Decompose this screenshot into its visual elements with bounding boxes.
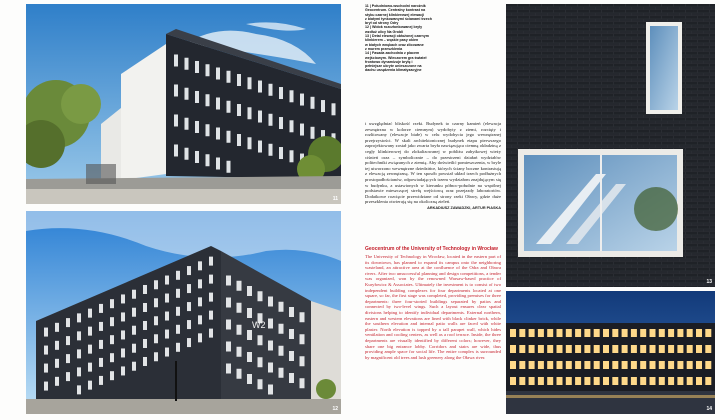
- caption-line: 13 | Detal elewacji obłożonej czarnym: [365, 34, 429, 39]
- caption-line: pełniejsze ukryte unieszczone na: [365, 64, 422, 69]
- english-summary-body: [365, 254, 501, 360]
- page-number: 11: [332, 196, 338, 202]
- building-sign: W2: [252, 320, 266, 330]
- caption-line: 12 | Widok rozczłonkowanej bryły: [365, 25, 423, 30]
- paragraph-english: The University of Technology in Wrocław, located in the eastern part of its downtown, has planned to expand its campus onto the neighboring wasteland, an attractive area at the confluence of the Odra and Oława rivers. After two unsuccessful planning and design competitions, a tender was organized, won by the renowned Warsaw-based practice of Kuryłowicz & Associates. Ultimately the investment is to consist of two independent building complexes for four departments located at one square, so far, the first stage was completed, providing premises for three departments: three four-storied buildings separated by patios and connected by two-level wings. Such a layout ensures clear spatial divisions helping to identify individual departments. External northern, eastern and western elevations are lined with black clinker brick, while the southern elevation and internal patio walls are faced with white plaster. North elevation is topped by a tall parapet wall, which hides ventilation and cooling centers, as well as a roof terrace. Inside, the three departments are visually identified by different colors; however, they share one big entrance lobby. Corridors and stairs are wide, thus providing ample space for social life. The entire complex is surrounded by magnificent old trees and lush greenery along the Oława river.: [365, 254, 501, 360]
- photo-facade-detail: [506, 4, 715, 287]
- caption-line: wzdłuż ulicy Na Grobli: [365, 29, 404, 34]
- caption-line: dachu urządzenia klimatyzacyjne: [365, 68, 422, 73]
- caption-line: z murem przeszklenia: [365, 46, 403, 51]
- caption-line: 14 | Fasada zachodnia z placem: [365, 51, 420, 56]
- article-authors: ARKADIUSZ ZAWADZKI, ARTUR PIASKA: [427, 205, 501, 210]
- caption-line: klinkierem – wąskie pasy okien: [365, 38, 419, 43]
- caption-line: frontowo dynamizuje bryłę i: [365, 59, 413, 64]
- paragraph-polish: i uwzględniać bliskość rzeki. Budynek to czarny kamień (elewacja zewnętrzna w kolorze ciemnym) wydobyty z ziemi, rozcięty i rozlitowany (elewacje białe) w celu wydobycia jego wewnętrznej przejrzystości. W skali architektonicznej budynek etapu pierwszego zaprojektowany został jako zwarta bryła nawiązująca ciemną okładziną z cegły klinkierowej do zlokalizowanej w pobliżu zabytkowej wieży ciśnień oraz – symbolicznie – do przestrzeni działań wydziałów politechniki związanych z ziemią. Aby doświetlić pomieszczenia, w bryle tej utworzono wewnętrzne dziedzińce, których ściany boczne kontrastują z elewacją zewnętrzną. W ten sposób powstał układ trzech podłużnych prostopadłościanów, odpowiadających trzem wydziałom znajdującym się w budynku, a ustawionych w kierunku północ-południe na wspólnej podstawie mieszczącej strefę wejściową oraz przejazdy laboratoriów. Dodatkowe rozcięcie przewidziane od strony rzeki Oławy, gdzie duże przeszklenia otwierają się na okoliczną zieleń.: [365, 121, 501, 205]
- page-number: 12: [332, 406, 338, 412]
- page-number: 13: [706, 279, 712, 285]
- photo-building-na-grobli: [26, 211, 341, 414]
- caption-line: brył od strony Odry: [365, 21, 399, 26]
- article-body-polish: [365, 121, 501, 210]
- caption-line: w białych wnękach oraz zlicowane: [365, 42, 424, 47]
- photo-west-facade-night: [506, 291, 715, 414]
- caption-line: 11 | Południowo-wschodni narożnik: [365, 4, 426, 8]
- english-summary-title: Geocentrum of the University of Technology in Wrocław: [365, 246, 498, 252]
- caption-line: Geocentrum. Centralny kontrast na: [365, 8, 426, 13]
- caption-line: z białymi tynkowanymi ścianami trzech: [365, 16, 432, 21]
- photo-captions: [365, 4, 477, 73]
- caption-line: wejściowym. Wieczorem gra świateł: [365, 55, 427, 60]
- caption-line: styku czarnej klinkierowej elewacji: [365, 12, 425, 17]
- photo-building-southeast: [26, 4, 341, 204]
- page-number: 14: [706, 406, 712, 412]
